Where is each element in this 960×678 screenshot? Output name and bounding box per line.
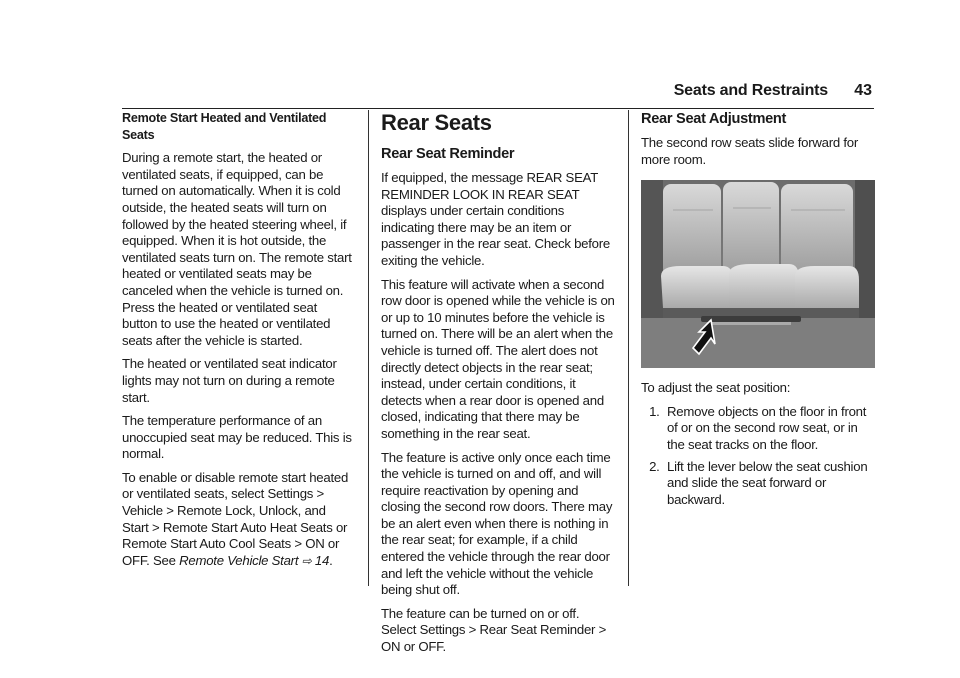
column-right <box>641 110 875 513</box>
rear-seat-reminder-heading: Rear Seat Reminder <box>381 146 515 162</box>
settings-text: To enable or disable remote start heated or ventilated seats, select Settings > Vehicle > Remote Lock, Unlock, and Start > Remote Start Auto Heat Seats or Remote Start Auto Cool Seats > ON or OFF. See <box>122 469 349 568</box>
page-reference-icon: ⇨ <box>301 553 312 568</box>
list-item: 2. Lift the lever below the seat cushion and slide the seat forward or backward. <box>663 459 875 509</box>
rear-seats-heading: Rear Seats <box>381 110 492 135</box>
paragraph: If equipped, the message REAR SEAT REMINDER LOOK IN REAR SEAT displays under certain conditions indicating there may be an item or passenger in the rear seat. Check before exiting the vehicle. <box>381 170 610 268</box>
page-header <box>0 82 960 108</box>
paragraph: The heated or ventilated seat indicator lights may not turn on during a remote start. <box>122 356 337 405</box>
column-middle <box>381 110 615 663</box>
steps-intro: To adjust the seat position: <box>641 380 791 396</box>
list-item: 1. Remove objects on the floor in front of or on the second row seat, or in the seat tracks on the floor. <box>663 404 875 454</box>
xref-label: Remote Vehicle Start <box>179 552 299 568</box>
paragraph: This feature will activate when a second row door is opened while the vehicle is on or up to 10 minutes before the vehicle is turned on. There will be an alert when the vehicle is turned off. The alert does not directly detect objects in the rear seat; instead, under certain conditions, it detects when a rear door is opened and closed, indicating that there may be something in the rear seat. <box>381 276 615 441</box>
column-left <box>122 110 354 576</box>
column-divider <box>368 110 369 586</box>
rear-seat-photo <box>641 180 875 368</box>
section-title: Seats and Restraints <box>673 82 828 99</box>
header-rule <box>122 108 874 109</box>
steps-list <box>641 404 875 509</box>
page-number: 43 <box>854 82 872 99</box>
column-divider <box>628 110 629 586</box>
paragraph: The feature can be turned on or off. Select Settings > Rear Seat Reminder > ON or OFF. <box>381 605 607 655</box>
paragraph-settings <box>122 470 354 570</box>
xref-page: 14 <box>314 552 330 568</box>
paragraph: The feature is active only once each time the vehicle is turned on and off, and will require reactivation by opening and closing the second row doors. There may be an alert even when there is nothing in the rear seat; for example, if a child entered the vehicle through the rear door and left the vehicle without the vehicle being shut off. <box>381 449 613 598</box>
remote-start-subheading: Remote Start Heated and Ventilated Seats <box>122 111 327 142</box>
paragraph: The second row seats slide forward for more room. <box>641 135 858 167</box>
rear-seat-adjustment-heading: Rear Seat Adjustment <box>641 111 787 127</box>
paragraph: During a remote start, the heated or ventilated seats, if equipped, can be turned on automatically. When it is cold outside, the heated seats will turn on followed by the heated steering wheel, if equipped. When it is hot outside, the ventilated seats turn on. The remote start heated or ventilated seats may be canceled when the vehicle is turned on. Press the heated or ventilated seat button to use the heated or ventilated seats after the vehicle is started. <box>122 150 352 348</box>
xref-link[interactable] <box>179 553 329 568</box>
period: . <box>329 552 333 568</box>
paragraph: The temperature performance of an unoccupied seat may be reduced. This is normal. <box>122 413 352 462</box>
